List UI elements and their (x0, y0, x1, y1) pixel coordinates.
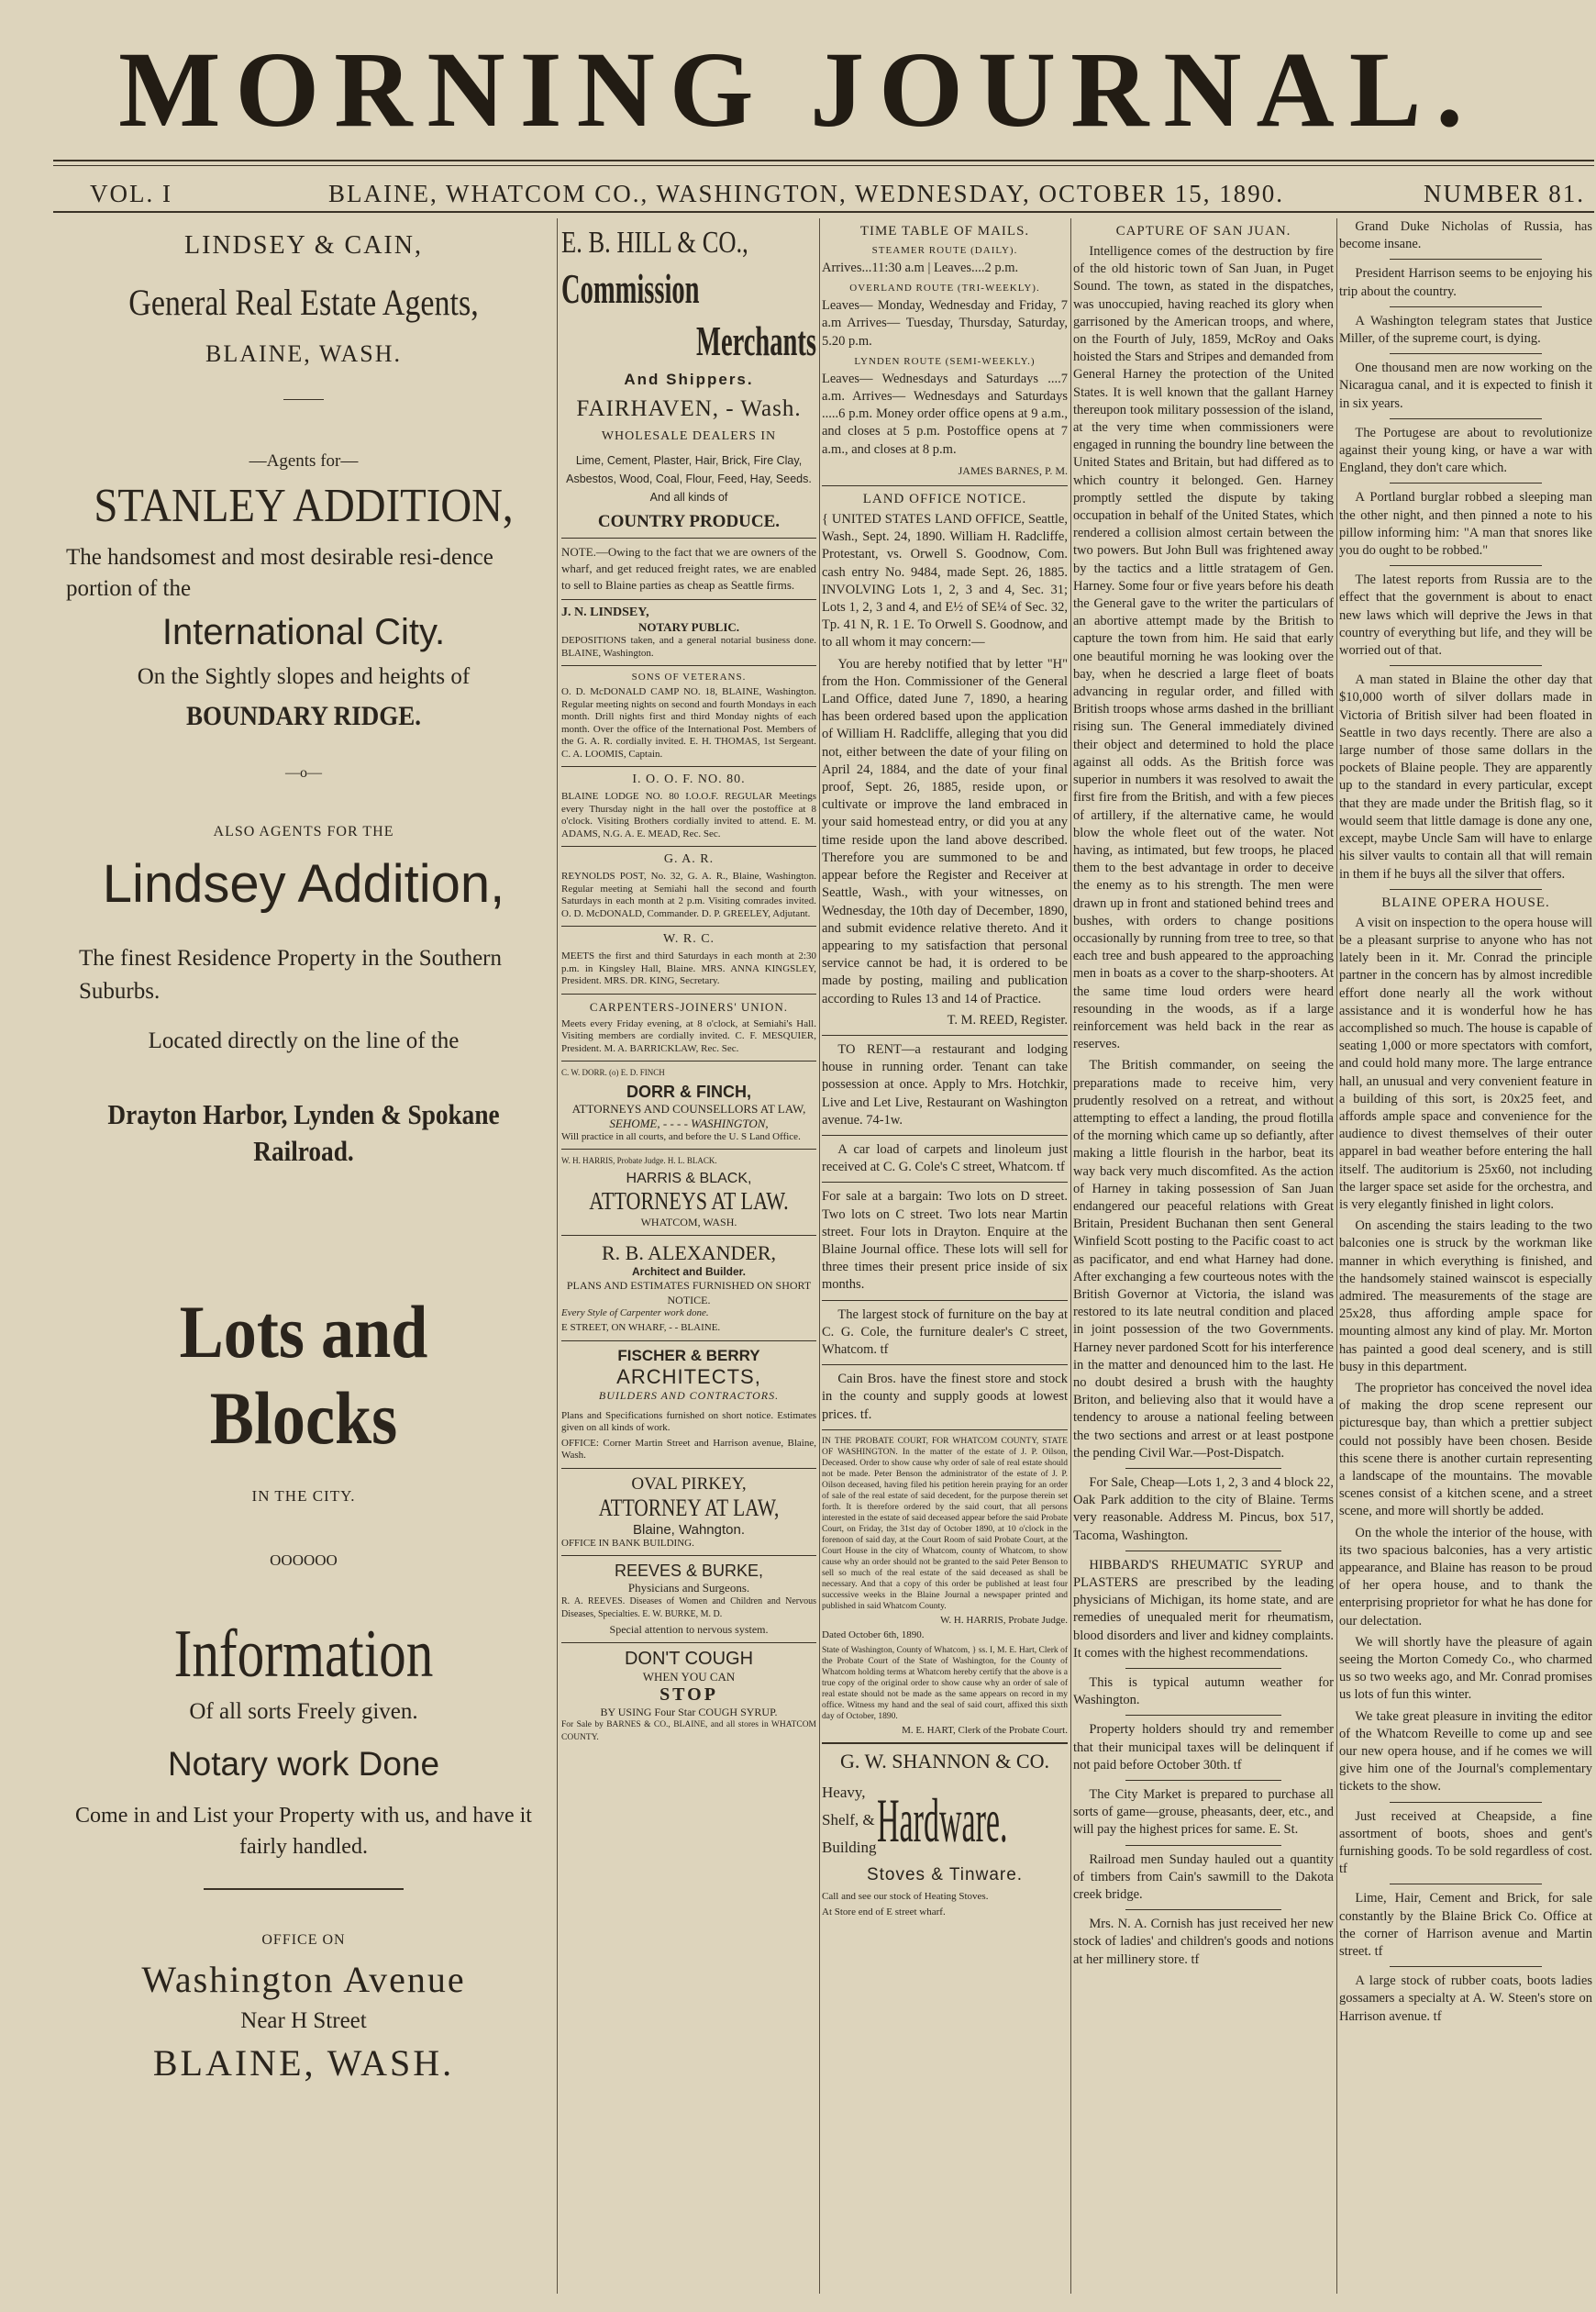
divider (561, 766, 816, 767)
notary-text: DEPOSITIONS taken, and a general notarial business done. BLAINE, Washington. (561, 635, 816, 659)
cheapside-boots: Just received at Cheapside, a fine assortment of boots, shoes and gent's furnishing goods. To be sold regardless of cost. tf (1339, 1808, 1592, 1877)
physicians-label: Physicians and Surgeons. (627, 1581, 750, 1595)
city-market: The City Market is prepared to purchase all sorts of game—grouse, pheasants, deer, etc., and will pay the highest prices for same. E. St. (1073, 1787, 1334, 1838)
morton-comedy: We will shortly have the pleasure of again seeing the Morton Comedy Co., who charmed us so two weeks ago, and Mr. Conrad promises us lots of fun this winter. (1339, 1634, 1592, 1703)
cain-bros-notice: Cain Bros. have the finest store and stock in the county and supply goods at lowest prices. tf. (822, 1372, 1068, 1422)
rubber-coats: A large stock of rubber coats, boots ladies gossamers a specialty at A. W. Steen's store on Harrison avenue. tf (1339, 1973, 1592, 2024)
sons-of-veterans-heading: SONS OF VETERANS. (631, 672, 747, 683)
goods-list: Lime, Cement, Plaster, Hair, Brick, Fire Clay, Asbestos, Wood, Coal, Flour, Feed, Hay, Seeds. And all kinds of (566, 454, 812, 504)
divider (1390, 306, 1542, 307)
fischer-text: Plans and Specifications furnished on short notice. Estimates given on all kinds of work. (561, 1409, 816, 1433)
british-silver: A man stated in Blaine the other day that $10,000 worth of silver dollars made in Victoria of British silver had been floated in Seattle in two days recently. There are also a large number of those same dollars in the pockets of Blaine people. They are apparently up to the standard in every particular, except that they are made under the British flag, so it would seem that little damage is done any one, except, maybe Uncle Sam will have to enlarge his silver vaults to contain all that will remain in them if he buys all the silver that offers. (1339, 672, 1592, 882)
divider (1390, 259, 1542, 260)
washington-avenue: Washington Avenue (141, 1959, 466, 2000)
wholesale-label: WHOLESALE DEALERS IN (601, 429, 777, 443)
pirkey-heading: OVAL PIRKEY, (631, 1473, 747, 1494)
masthead-title: MORNING JOURNAL. (118, 29, 1478, 150)
overland-times: Leaves— Monday, Wednesday and Friday, 7 a.m Arrives— Tuesday, Thursday, Saturday, 5.20 p.m. (822, 298, 1068, 349)
divider (822, 485, 1068, 486)
international-city: International City. (161, 612, 446, 652)
stanley-description: The handsomest and most desirable resi-dence portion of the (66, 545, 493, 601)
railroad-name: Drayton Harbor, Lynden & Spokane Railroad. (107, 1098, 500, 1167)
steamer-route: STEAMER ROUTE (DAILY). (871, 245, 1018, 256)
portland-burglar: A Portland burglar robbed a sleeping man the other night, and then pinned a note to his pillow informing him: "A man that snores like you do ought to be robbed." (1339, 490, 1592, 559)
sehome-line: SEHOME, - - - - WASHINGTON, (609, 1116, 769, 1130)
divider (1390, 565, 1542, 566)
clerk-signature: M. E. HART, Clerk of the Probate Court. (902, 1724, 1068, 1736)
blaine-brick: Lime, Hair, Cement and Brick, for sale constantly by the Blaine Brick Co. Office at the corner of Harrison avenue and Martin street. tf (1339, 1891, 1592, 1960)
four-star-syrup: BY USING Four Star COUGH SYRUP. (600, 1706, 778, 1718)
divider (1125, 1780, 1281, 1781)
hill-co-name: E. B. HILL & CO., (561, 226, 748, 260)
wrc-heading: W. R. C. (662, 932, 715, 946)
volume-label: VOL. I (90, 180, 172, 207)
firm-name: LINDSEY & CAIN, (184, 231, 423, 260)
divider (1125, 1668, 1281, 1669)
hibbard-ad: HIBBARD'S RHEUMATIC SYRUP and PLASTERS are prescribed by the leading physicians of Michigan, its home state, and are remedies of unequaled merit for rheumatism, blood disorders and liver and kidney complaints. It comes with the highest recommendations. (1073, 1557, 1334, 1661)
plans-estimates: PLANS AND ESTIMATES FURNISHED ON SHORT NOTICE. (566, 1278, 812, 1306)
wrc-text: MEETS the first and third Saturdays in each month at 2:30 p.m. in Kingsley Hall, Blaine. MRS. ANNA KINGSLEY, President. MRS. DR. KING, Secretary. (561, 950, 816, 986)
country-produce: COUNTRY PRODUCE. (597, 512, 781, 531)
column-divider (1070, 218, 1071, 2294)
lots-and-blocks-heading: Lots and Blocks (179, 1290, 428, 1460)
fischer-office: OFFICE: Corner Martin Street and Harrison avenue, Blaine, Wash. (561, 1437, 816, 1461)
divider (561, 1235, 816, 1236)
sons-of-veterans-text: O. D. McDONALD CAMP NO. 18, BLAINE, Washington. Regular meeting nights on second and fourth Mondays in each month. Drill nights first and third Monday nights of each month. Over the office of the International Post. Members of the G. A. R. cordially invited. E. H. THOMAS, 1st Sergeant. C. A. LOOMIS, Captain. (561, 686, 816, 760)
divider (822, 1364, 1068, 1365)
firm-role: General Real Estate Agents, (128, 282, 479, 323)
divider (204, 1888, 404, 1890)
autumn-weather: This is typical autumn weather for Washington. (1073, 1675, 1334, 1708)
divider (1390, 1802, 1542, 1803)
land-office-intro: { UNITED STATES LAND OFFICE, Seattle, Wash., Sept. 24, 1890. William H. Radcliffe, Protestant, vs. Orwell S. Goodnow, Com. cash entry No. 9484, made Sept. 26, 1885. INVOLVING Lots 1, 2, 3 and 4, Sec. 31; Lots 1, 2, 3 and 4, and E½ of SE¼ of Sec. 32, Tp. 41 N, R. 1 E. To Orwell S. Goodnow, and to all whom it may concern:— (822, 512, 1068, 650)
bargain-lots-notice: For sale at a bargain: Two lots on D street. Two lots on C street. Two lots near Martin street. Four lots in Drayton. Enquire at the Blaine Journal office. These lots will sell for three times their present price inside of six months. (822, 1189, 1068, 1293)
divider (1390, 665, 1542, 666)
divider (1390, 353, 1542, 354)
shannon-heading: G. W. SHANNON & CO. (840, 1750, 1049, 1773)
harrison-trip: President Harrison seems to be enjoying his trip about the country. (1339, 266, 1592, 299)
date-line-text: BLAINE, WHATCOM CO., WASHINGTON, WEDNESDAY, OCTOBER 15, 1890. (328, 180, 1285, 207)
column-divider (819, 218, 820, 2294)
gar-heading: G. A. R. (663, 852, 715, 866)
lynden-times: Leaves— Wednesdays and Saturdays ....7 a.m. Arrives— Wednesdays and Saturdays .....6 p.m. Money order office opens at 9 a.m., and closes at 5 p.m. Postoffice opens at 7 a.m., and closes at 8 p.m. (822, 371, 1068, 457)
divider (1125, 1845, 1281, 1846)
pirkey-place: Blaine, Wahngton. (632, 1521, 746, 1538)
cornish-millinery: Mrs. N. A. Cornish has just received her new stock of ladies' and children's goods and notions at her millinery store. tf (1073, 1917, 1334, 1967)
divider (561, 599, 816, 600)
come-in-list: Come in and List your Property with us, and have it fairly handled. (75, 1804, 532, 1859)
divider (283, 399, 324, 400)
opera-house-article: A visit on inspection to the opera house will be a pleasant surprise to anyone who has not lately been in it. Mr. Conrad the principle partner in the concern has by almost incredible effort done nearly all the work without assistance and it is wonderful how he has accomplished so much. The house is capable of seating 1,000 or more spectators with comfort, and could hold many more. The large entrance hall, an unusual and very convenient feature in a building of this sort, is 20x25 feet, and affords ample space and convenience for the audience to divest themselves of their outer apparel in bad weather before entering the hall itself. The auditorium is 25x60, not including the larger space set aside for the orchestra, and is very elegantly finished in light colors. (1339, 915, 1592, 1212)
stanley-addition-heading: STANLEY ADDITION, (94, 480, 514, 532)
reeves-burke-heading: REEVES & BURKE, (614, 1562, 764, 1580)
notary-work-done: Notary work Done (167, 1745, 440, 1783)
masthead-rule-top (53, 160, 1594, 161)
carpenters-text: Meets every Friday evening, at 8 o'clock, at Semiahi's Hall. Visiting members are cordially invited. C. F. MESQUIER, President. M. A. BARRICKLAW, Rec. Sec. (561, 1017, 816, 1054)
dont-cough-heading: DON'T COUGH (624, 1649, 754, 1669)
firm-place: BLAINE, WASH. (205, 340, 403, 367)
opera-house-article-4: On the whole the interior of the house, with its two spacious balconies, has a very artistic appearance, and Blaine has reason to be proud of her opera house, and to thank the enterprising proprietor for what he has done for our delectation. (1339, 1525, 1592, 1628)
masthead-rule-top-thin (53, 165, 1594, 166)
divider (822, 1300, 1068, 1301)
also-agents-label: ALSO AGENTS FOR THE (213, 824, 394, 839)
lindsey-notary-name: J. N. LINDSEY, (561, 606, 649, 619)
carpenters-heading: CARPENTERS-JOINERS' UNION. (589, 999, 789, 1014)
shippers-line: And Shippers. (624, 371, 754, 388)
stop-label: STOP (659, 1684, 718, 1705)
heating-stoves: Call and see our stock of Heating Stoves. (822, 1891, 989, 1903)
land-office-heading: LAND OFFICE NOTICE. (862, 492, 1027, 507)
column-divider (1336, 218, 1337, 2294)
railroad-timbers: Railroad men Sunday hauled out a quantity of timbers from Cain's sawmill to the Dakota creek bridge. (1073, 1851, 1334, 1903)
boundary-ridge: BOUNDARY RIDGE. (185, 701, 422, 731)
register-signature: T. M. REED, Register. (947, 1012, 1068, 1028)
gar-text: REYNOLDS POST, No. 32, G. A. R., Blaine, Washington. Regular meeting at Semiahi hall the second and fourth Saturdays in each month at 2 p.m. Visiting comrades invited. O. D. McDONALD, Commander. D. P. GREELEY, Adjutant. (561, 871, 816, 919)
dorr-subtitle: ATTORNEYS AND COUNSELLORS AT LAW, (571, 1101, 806, 1116)
divider (561, 1642, 816, 1643)
divider (1125, 1909, 1281, 1910)
san-juan-heading: CAPTURE OF SAN JUAN. (1115, 224, 1291, 239)
divider (1390, 483, 1542, 484)
ioof-text: BLAINE LODGE NO. 80 I.O.O.F. REGULAR Meetings every Thursday night in the hall over the postoffice at 8 o'clock. Visiting Brothers cordially invited to attend. E. M. ADAMS, N.G. A. E. MEAD, Rec. Sec. (561, 791, 816, 839)
column-mails-notices (822, 218, 1068, 2312)
hardware-heading: Hardware. (876, 1784, 1008, 1855)
divider (561, 1149, 816, 1150)
commission-heading: Commission (561, 265, 700, 312)
office-on-label: OFFICE ON (261, 1932, 346, 1948)
every-style: Every Style of Carpenter work done. (561, 1306, 709, 1318)
merchants-heading: Merchants (696, 317, 816, 364)
column-real-estate-ad (53, 218, 554, 2312)
store-location: At Store end of E street wharf. (822, 1906, 946, 1917)
to-rent-notice: TO RENT—a restaurant and lodging house in running order. Tenant can take possession at once. Apply to Mrs. Hotchkir, Live and Let Live, Restaurant on Washington avenue. 74-1w. (822, 1041, 1068, 1128)
san-juan-article: Intelligence comes of the destruction by fire of the old historic town of San Juan, in Puget Sound. The town, as stated in the dispatches, was unoccupied, having reached its glory when garrisoned by the American troops, and where, on the Fourth of July, 1859, McRoy and Oaks hoisted the Stars and Stripes and demanded from General Harney the protection of the United States. It is well known that the gallant Harney thereupon took military possession of the island, at the very time when commissioners were engaged in running the boundry line between the United States and Britain, but had differed as to which country it belonged. Gen. Harney promptly settled the dispute by taking occupation in behalf of the United States, which rendered a collision almost certain between the two powers. But John Bull was frightened away by the tactics and a little stratagem of Gen. Harney. Some four or five years before his death the General gave to the writer the particulars of an abortive attempt made by the British to capture the town from him. He said that early one beautiful morning he was looking over the bay, when he descried a large fleet of boats advancing in regular order, and filled with British troops whose arms dashed in the brilliant rising sun. The General immediately divined their object and determined to hold the place against all odds. As the British force was superior in numbers it was resolved to await the first fire from the British, and with a few pieces of artillery, if the alternative came, he would blow the whole fleet out of the water. Not having, as intimated, but few troops, he placed them to the best advantage in order to deceive the enemy as to his strength. The men were drawn up in front and stationed behind trees and bushes, with orders to change positions occasionally by running from tree to tree, so that each tree and bush appeared to the approaching men in boats as a cover to the sharp-shooters. At the same time loud orders were heard resounding in the woods, as if a large reinforcement was held back in the rear as reserves. (1073, 244, 1334, 1052)
divider (561, 994, 816, 995)
pirkey-office: OFFICE IN BANK BUILDING. (561, 1537, 694, 1549)
ioof-heading: I. O. O. F. NO. 80. (632, 773, 746, 786)
divider (1125, 1468, 1281, 1469)
divider (822, 1135, 1068, 1136)
dateline (53, 174, 1594, 211)
divider (561, 846, 816, 847)
e-street-line: E STREET, ON WHARF, - - BLAINE. (561, 1322, 721, 1333)
opera-house-heading: BLAINE OPERA HOUSE. (1381, 895, 1550, 910)
opera-house-article-3: The proprietor has conceived the novel idea of making the drop scene represent our picturesque bay, than which a prettier subject could not possibly have been chosen. Beside this scene there is another curtain representing a landscape of the mountains. The movable scenes consist of a kitchen scene, and a street scene, and more will shortly be added. (1339, 1380, 1592, 1519)
timetable-heading: TIME TABLE OF MAILS. (859, 224, 1030, 239)
stoves-tinware: Stoves & Tinware. (866, 1865, 1024, 1885)
nicaragua-canal: One thousand men are now working on the Nicaragua canal, and it is expected to finish it in six years. (1339, 361, 1592, 411)
divider (561, 926, 816, 927)
divider (822, 1429, 1068, 1430)
whatcom-wash: WHATCOM, WASH. (640, 1215, 737, 1228)
reveille-invitation: We take great pleasure in inviting the editor of the Whatcom Reveille to come up and see our new opera house, and if he comes we will give him one of the Journal's complementary tickets to the show. (1339, 1708, 1592, 1795)
freely-given: Of all sorts Freely given. (189, 1699, 418, 1724)
postmaster-signature: JAMES BARNES, P. M. (958, 463, 1068, 477)
divider (561, 1340, 816, 1341)
overland-route: OVERLAND ROUTE (TRI-WEEKLY). (849, 283, 1040, 295)
lindsey-addition-heading: Lindsey Addition, (102, 854, 505, 914)
pirkey-subtitle: ATTORNEY AT LAW, (598, 1494, 780, 1521)
divider (561, 665, 816, 666)
oooooo-separator: OOOOOO (270, 1551, 338, 1569)
agents-for-label: —Agents for— (249, 451, 359, 471)
in-the-city: IN THE CITY. (251, 1487, 356, 1505)
divider (1390, 1966, 1542, 1967)
divider (822, 1742, 1068, 1744)
furniture-notice: The largest stock of furniture on the bay at C. G. Cole, the furniture dealer's C street, Whatcom. tf (822, 1306, 1068, 1357)
for-sale-cheap: For Sale, Cheap—Lots 1, 2, 3 and 4 block 22, Oak Park addition to the city of Blaine. Terms very reasonable. Address M. Pincus, box 517, Tacoma, Washington. (1073, 1475, 1334, 1543)
issue-number: NUMBER 81. (1423, 180, 1585, 207)
architects-heading: ARCHITECTS, (616, 1364, 761, 1388)
column-news-items (1339, 218, 1592, 2312)
probate-judge: W. H. HARRIS, Probate Judge. (940, 1614, 1068, 1626)
divider (1390, 889, 1542, 890)
architect-builder: Architect and Builder. (631, 1264, 747, 1278)
divider (822, 1035, 1068, 1036)
clerk-certificate: State of Washington, County of Whatcom, } ss. I, M. E. Hart, Clerk of the Probate Court of the State of Washington, for the County of Whatcom holding terms at Whatcom hereby certify that the above is a true copy of the original order to show cause why an order of sale of real estate should not be made as the same appears on record in my office. Witness my hand and the seal of said court, affixed this sixth day of October, 1890. (822, 1645, 1068, 1721)
near-h-street: Near H Street (240, 2008, 367, 2033)
divider (1125, 1715, 1281, 1716)
column-san-juan (1073, 218, 1334, 2312)
divider (561, 538, 816, 539)
masthead-rule-bottom (53, 211, 1594, 213)
finest-residence: The finest Residence Property in the Southern Suburbs. (79, 946, 502, 1004)
fischer-berry-heading: FISCHER & BERRY (617, 1346, 760, 1364)
fairhaven-line: FAIRHAVEN, - Wash. (576, 396, 802, 421)
when-you-can: WHEN YOU CAN (642, 1670, 736, 1684)
notary-public-label: NOTARY PUBLIC. (637, 620, 740, 634)
column-business-cards (561, 218, 816, 2312)
probate-order: IN THE PROBATE COURT, FOR WHATCOM COUNTY, STATE OF WASHINGTON. In the matter of the estate of J. P. Oilson, Deceased. Order to show cause why order of sale of real estate should not be made. Peter Benson the administrator of the estate of J. P. Oilson deceased, having filed his petition herein praying for an order of sale of the real estate of said decedent, for the purpose therein set forth. It is therefore ordered by the said court, that all persons interested in the estate of said deceased appear before the said Probate Court, on Friday, the 31st day of October 1890, at 10 o'clock in the forenoon of said day, at the Court Room of said Probate Court, at the Court House in the city of Whatcom, county of Whatcom, to show cause why an order should not be granted to the said Peter Benson to sell so much of the real estate of the said deceased as shall be necessary. And that a copy of this order be published at least four successive weeks in the Blaine Journal a newspaper printed and published in said Whatcom County. (822, 1436, 1068, 1611)
portugese-revolution: The Portugese are about to revolutionize against their young king, or have a war with England, they don't care which. (1339, 425, 1592, 476)
alexander-heading: R. B. ALEXANDER, (601, 1240, 777, 1264)
divider (822, 1182, 1068, 1183)
column-divider (557, 218, 558, 2294)
divider (561, 1061, 816, 1062)
dorr-names-line: C. W. DORR. (o) E. D. FINCH (561, 1068, 665, 1077)
divider (1390, 418, 1542, 419)
builders-contractors: BUILDERS AND CONTRACTORS. (598, 1388, 780, 1402)
separator: —o— (285, 765, 322, 781)
reeves-text: R. A. REEVES. Diseases of Women and Children and Nervous Diseases, Specialties. E. W. BURKE, M. D. (561, 1596, 816, 1619)
wharf-note: NOTE.—Owing to the fact that we are owners of the wharf, and get reduced freight rates, we are enabled to sell to Blaine parties as cheap as Seattle firms. (561, 545, 816, 592)
harris-black-heading: HARRIS & BLACK, (626, 1170, 752, 1186)
russia-reports: The latest reports from Russia are to the effect that the government is about to enact new laws which will deprive the Jews in that country of everything but life, and they will be worried out of that. (1339, 572, 1592, 659)
land-office-body: You are hereby notified that by letter "H" from the Hon. Commissioner of the General Land Office, dated June 7, 1890, a hearing has been ordered based upon the application of William H. Radcliffe, alleging that you did not, either between the date of your filing on April 24, 1884, and the date of your final proof, Sept. 26, 1885, reside upon, or cultivate or improve the land embraced in your said homestead entry, or did you at any time reside upon the land above described. Therefore you are summoned to be and appear before the Register and Receiver at Seattle, Wash., with your witnesses, on Wednesday, the 10th day of December, 1890, and submit evidence relative thereto. And it appearing to my satisfaction that personal service cannot be had, it is ordered to be made by posting, mailing and publication according to Rules 13 and 14 of Practice. (822, 656, 1068, 1006)
hardware-block (822, 1779, 1068, 1862)
harris-subtitle: ATTORNEYS AT LAW. (589, 1186, 789, 1215)
carpets-notice: A car load of carpets and linoleum just received at C. G. Cole's C street, Whatcom. tf (822, 1141, 1068, 1175)
dated-line: Dated October 6th, 1890. (822, 1629, 925, 1641)
opera-house-article-2: On ascending the stairs leading to the two balconies one is struck by the workman like manner in which everything is finished, and the handsomely stained wainscot is especially admired. The measurements of the stage are 25x28, thus affording ample space for mounting almost any kind of play. Mr. Morton has painted a good deal scenery, and is still busy in this department. (1339, 1218, 1592, 1374)
heavy-shelf-building: Heavy, Shelf, & Building (822, 1784, 877, 1857)
located-directly: Located directly on the line of the (148, 1028, 460, 1053)
san-juan-article-continued: The British commander, on seeing the preparations made to receive him, very prudently resolved on a retreat, and without attempting to effect a landing, the proud flotilla of the morning which came up so defiantly, after making a little flourish in the harbor, beat its way back very much discomfited. As the action of Harney in taking possession of San Juan endangered our peaceful relations with Great Britain, President Buchanan then sent General Winfield Scott posting to the Pacific coast to act as pacificator, and end what Harney had done. After exchanging a few courteous notes with the British Governor at Victoria, the island was restored to its late neutral condition and placed in joint possession of the two Governments. Harney never pardoned Scott for his interference in the matter and denounced him to the last. He no doubt desired a brush with the haughty Briton, and believing also that it would have a tendency to arouse a national feeling between the two sections and arrest or at least postpone the pending Civil War.—Post-Dispatch. (1073, 1058, 1334, 1461)
divider (561, 1468, 816, 1469)
dorr-finch-heading: DORR & FINCH, (626, 1082, 751, 1101)
special-attention: Special attention to nervous system. (609, 1623, 769, 1636)
for-sale-by: For Sale by BARNES & CO., BLAINE, and all stores in WHATCOM COUNTY. (561, 1720, 816, 1742)
property-taxes: Property holders should try and remember that their municipal taxes will be delinquent if not paid before October 30th. tf (1073, 1722, 1334, 1773)
sightly-slopes: On the Sightly slopes and heights of (137, 664, 471, 689)
blaine-wash-footer: BLAINE, WASH. (152, 2042, 455, 2084)
dorr-text: Will practice in all courts, and before the U. S Land Office. (561, 1130, 801, 1142)
lynden-route: LYNDEN ROUTE (SEMI-WEEKLY.) (854, 355, 1036, 367)
information-heading: Information (173, 1617, 434, 1692)
washington-telegram: A Washington telegram states that Justice Miller, of the supreme court, is dying. (1339, 313, 1592, 347)
divider (561, 1555, 816, 1556)
steamer-times: Arrives...11:30 a.m | Leaves....2 p.m. (822, 261, 1019, 275)
harris-names-line: W. H. HARRIS, Probate Judge. H. L. BLACK. (561, 1156, 717, 1165)
grand-duke: Grand Duke Nicholas of Russia, has become insane. (1339, 219, 1592, 252)
